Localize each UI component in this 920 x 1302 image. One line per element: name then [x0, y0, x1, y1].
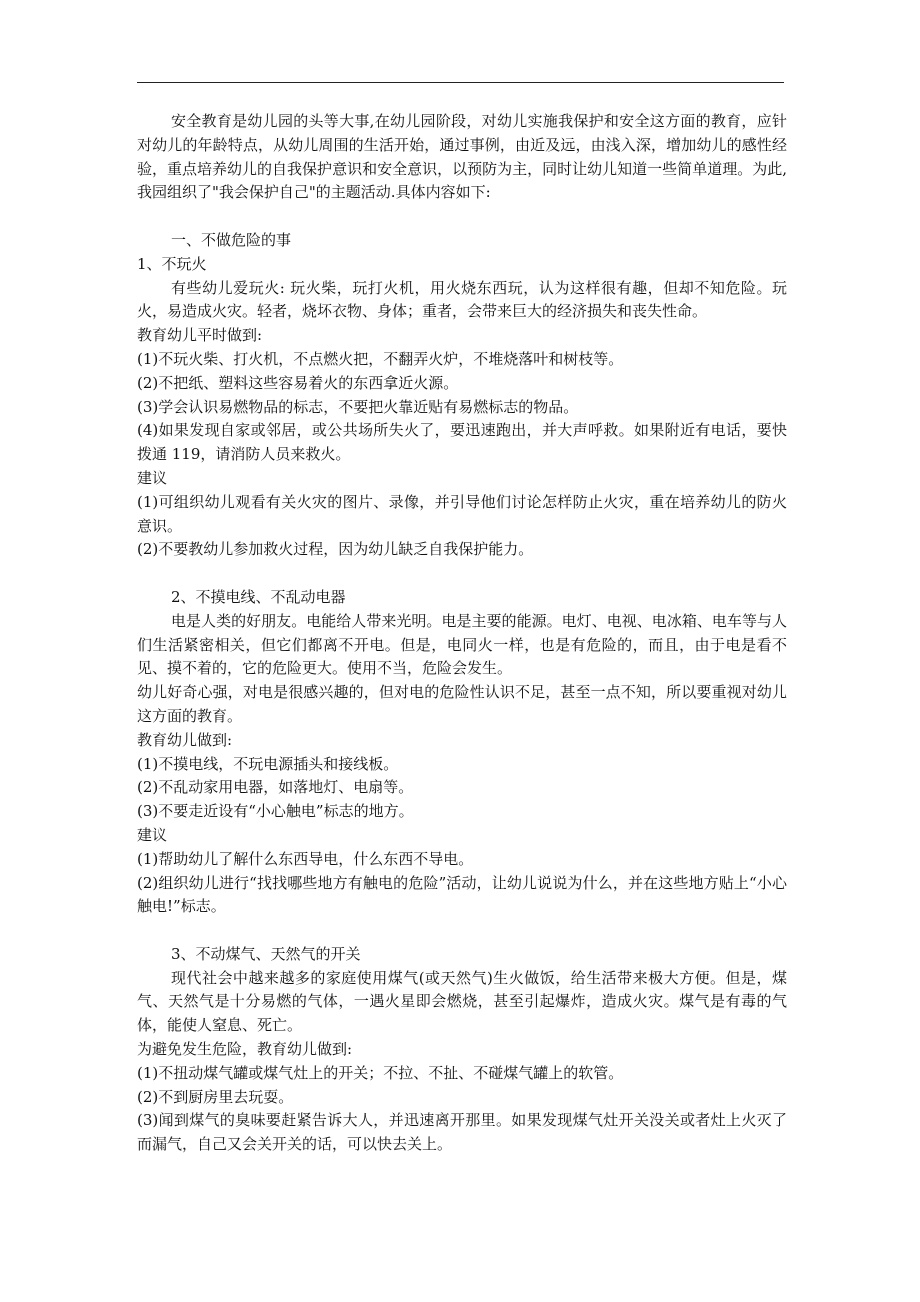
item-1-lead: 教育幼儿平时做到:: [137, 326, 263, 345]
item-1-point: (4)如果发现自家或邻居，或公共场所失火了，要迅速跑出，并大声呼救。如果附近有电话，要快拨通 119，请消防人员来救火。: [137, 421, 787, 464]
item-2-advice: (1)帮助幼儿了解什么东西导电，什么东西不导电。: [137, 849, 474, 868]
item-3-heading: 3、不动煤气、天然气的开关: [171, 944, 361, 963]
item-2-note: 幼儿好奇心强，对电是很感兴趣的，但对电的危险性认识不足，甚至一点不知，所以要重视对幼儿这方面的教育。: [137, 683, 787, 725]
item-1-heading: 1、不玩火: [137, 254, 207, 273]
section-heading: 一、不做危险的事: [171, 230, 292, 249]
spacer: [137, 562, 787, 586]
intro-paragraph: 安全教育是幼儿园的头等大事,在幼儿园阶段，对幼儿实施我保护和安全这方面的教育，应针对幼儿的年龄特点，从幼儿周围的生活开始，通过事例，由近及远，由浅入深，增加幼儿的感性经验，重点培养幼儿的自我保护意识和安全意识，以预防为主，同时让幼儿知道一些简单道理。为此,我园组织了"我会保护自己"的主题活动.具体内容如下:: [137, 112, 787, 202]
item-3-lead: 为避免发生危险，教育幼儿做到:: [137, 1040, 353, 1059]
item-1-point: (2)不把纸、塑料这些容易着火的东西拿近火源。: [137, 373, 459, 392]
item-2-point: (1)不摸电线，不玩电源插头和接线板。: [137, 754, 399, 773]
item-3-point: (2)不到厨房里去玩耍。: [137, 1087, 294, 1106]
item-1-body: 有些幼儿爱玩火: 玩火柴，玩打火机，用火烧东西玩，认为这样很有趣，但却不知危险。玩火，易造成火灾。轻者，烧坏衣物、身体；重者，会带来巨大的经济损失和丧失性命。: [137, 278, 787, 321]
item-1-advice: (1)可组织幼儿观看有关火灾的图片、录像，并引导他们讨论怎样防止火灾，重在培养幼儿的防火意识。: [137, 492, 787, 535]
item-3-point: (1)不扭动煤气罐或煤气灶上的开关；不拉、不扯、不碰煤气罐上的软管。: [137, 1063, 624, 1082]
item-2-heading: 2、不摸电线、不乱动电器: [171, 587, 346, 606]
document-body: [137, 110, 787, 1157]
spacer: [137, 919, 787, 943]
item-2-lead: 教育幼儿做到:: [137, 730, 233, 749]
item-1-point: (1)不玩火柴、打火机，不点燃火把，不翻弄火炉，不堆烧落叶和树枝等。: [137, 349, 624, 368]
spacer: [137, 205, 787, 229]
item-3-point: (3)闻到煤气的臭味要赶紧告诉大人，并迅速离开那里。如果发现煤气灶开关没关或者灶上火灭了而漏气，自己又会关开关的话，可以快去关上。: [137, 1111, 787, 1154]
item-2-point: (2)不乱动家用电器，如落地灯、电扇等。: [137, 778, 414, 797]
item-2-advice: (2)组织幼儿进行“找找哪些地方有触电的危险”活动，让幼儿说说为什么，并在这些地方贴上“小心触电!”标志。: [137, 873, 787, 916]
item-1-advice: (2)不要教幼儿参加救火过程，因为幼儿缺乏自我保护能力。: [137, 540, 534, 559]
item-1-point: (3)学会认识易燃物品的标志，不要把火靠近贴有易燃标志的物品。: [137, 397, 579, 416]
header-rule: [137, 82, 784, 83]
item-2-body: 电是人类的好朋友。电能给人带来光明。电是主要的能源。电灯、电视、电冰箱、电车等与人们生活紧密相关，但它们都离不开电。但是，电同火一样，也是有危险的，而且，由于电是看不见、摸不着的，它的危险更大。使用不当，危险会发生。: [137, 611, 787, 678]
item-1-advice-label: 建议: [137, 468, 168, 487]
item-3-body: 现代社会中越来越多的家庭使用煤气(或天然气)生火做饭，给生活带来极大方便。但是，煤气、天然气是十分易燃的气体，一遇火星即会燃烧，甚至引起爆炸，造成火灾。煤气是有毒的气体，能使人窒息、死亡。: [137, 968, 787, 1035]
item-2-point: (3)不要走近设有“小心触电”标志的地方。: [137, 802, 414, 821]
item-2-advice-label: 建议: [137, 825, 168, 844]
